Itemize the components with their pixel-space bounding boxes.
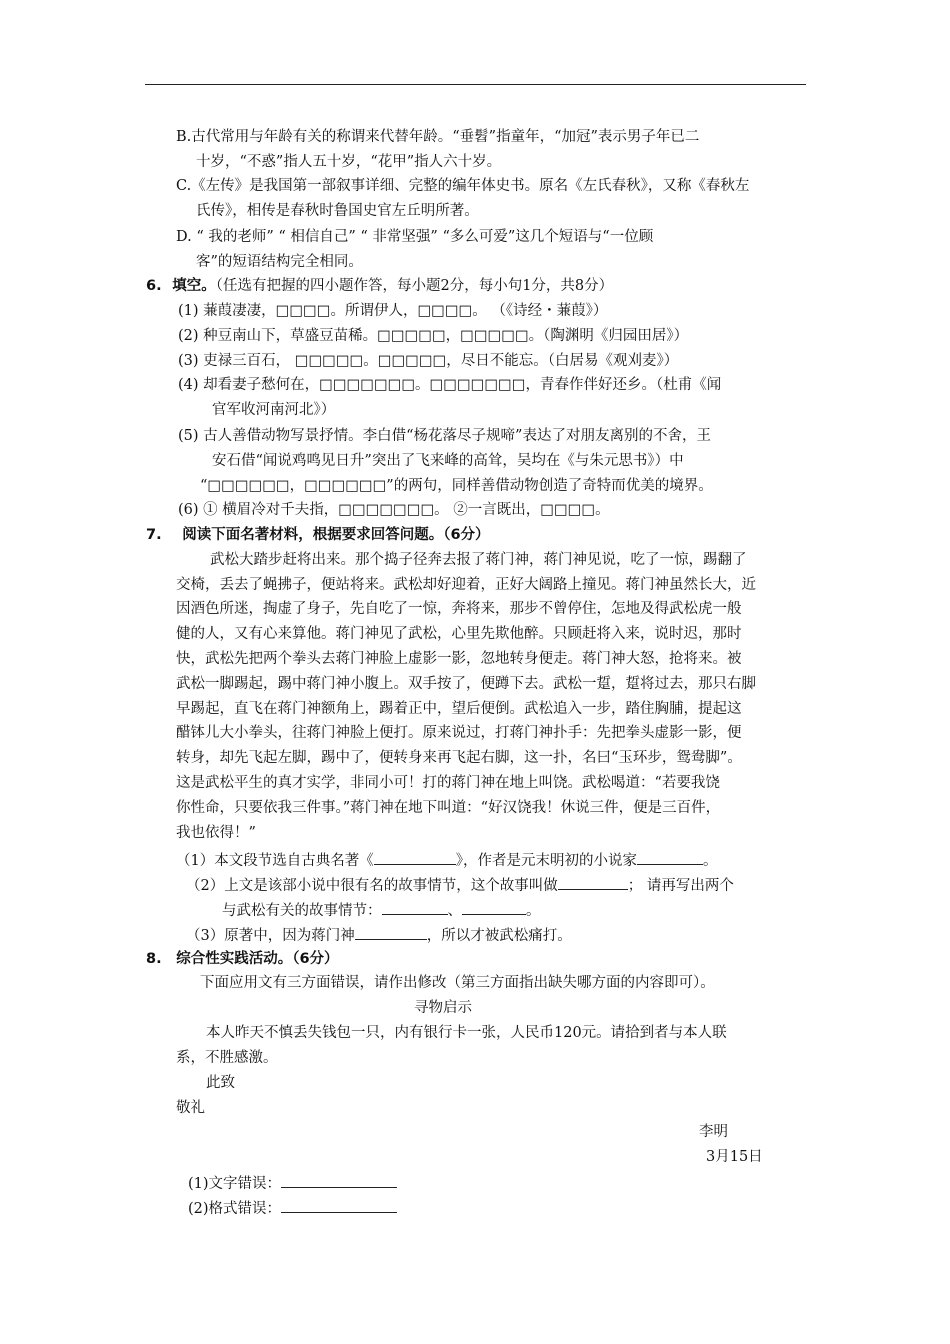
q6-item-2: (2) 种豆南山下，草盛豆苗稀。□□□□□，□□□□□。（陶渊明《归园田居》） (178, 328, 689, 344)
q7-passage-line: 武松一脚踢起，踢中蒋门神小腹上。双手按了，便蹲下去。武松一踅，踅将过去，那只右脚 (176, 676, 756, 692)
q7-passage-line: 我也依得！” (176, 825, 256, 841)
q7-passage-line: 交椅，丢去了蝇拂子，便站将来。武松却好迎着，正好大阔路上撞见。蒋门神虽然长大，近 (176, 577, 756, 593)
q8-answer-1-label: (1)文字错误： (188, 1176, 282, 1192)
q7-title: 阅读下面名著材料，根据要求回答问题。（6分） (182, 527, 490, 543)
answer-blank-author[interactable] (637, 850, 703, 865)
q6-item-4-line1: (4) 却看妻子愁何在，□□□□□□□。□□□□□□□，青春作伴好还乡。（杜甫《闻 (178, 377, 722, 393)
q6-item-5-line3: “□□□□□□，□□□□□□”的两句，同样善借动物创造了奇特而优美的境界。 (200, 478, 713, 494)
q7-passage-line: 醋钵儿大小拳头，往蒋门神脸上便打。原来说过，打蒋门神扑手：先把拳头虚影一影，便 (176, 725, 742, 741)
q7-passage-line: 这是武松平生的真才实学，非同小可！打的蒋门神在地上叫饶。武松喝道：“若要我饶 (176, 775, 720, 791)
answer-blank-story[interactable] (558, 875, 628, 890)
q7-sub-1-text-b: 》，作者是元末明初的小说家 (455, 853, 637, 869)
q7-sub-1-text-c: 。 (702, 853, 718, 869)
q7-sub-1-text-a: （1）本文段节选自古典名著《 (176, 853, 374, 869)
q7-sub-3-text-b: ，所以才被武松痛打。 (426, 928, 572, 944)
q6-number: 6. (146, 278, 162, 294)
q7-passage-line: 健的人，又有心来算他。蒋门神见了武松，心里先欺他醉。只顾赶将入来，说时迟，那时 (176, 626, 742, 642)
q7-passage-line: 武松大踏步赶将出来。那个捣子径奔去报了蒋门神，蒋门神见说，吃了一惊，踢翻了 (210, 552, 747, 568)
q8-answer-2 (188, 1198, 397, 1218)
q7-sub-2 (186, 875, 734, 895)
notice-date: 3月15日 (706, 1149, 763, 1165)
q5-option-b-line1: B.古代常用与年龄有关的称谓来代替年龄。“垂髫”指童年，“加冠”表示男子年已二 (176, 129, 700, 145)
q6-item-5-line1: (5) 古人善借动物写景抒情。李白借“杨花落尽子规啼”表达了对朋友离别的不舍，王 (178, 428, 711, 444)
q7-sub-2-line2 (222, 900, 541, 920)
q7-sub-2-text-c: 与武松有关的故事情节： (222, 903, 382, 919)
q6-item-4-line2: 官军收河南河北》） (212, 402, 336, 418)
q7-passage-line: 因酒色所迷，掏虚了身子，先自吃了一惊，奔将来，那步不曾停住，怎地及得武松虎一般 (176, 601, 742, 617)
q7-passage-line: 你性命，只要依我三件事。”蒋门神在地下叫道：“好汉饶我！休说三件，便是三百件， (176, 800, 721, 816)
notice-body-line2: 系，不胜感激。 (176, 1050, 278, 1066)
q5-option-d-line2: 客”的短语结构完全相同。 (196, 254, 363, 270)
q8-answer-1 (188, 1173, 397, 1193)
answer-blank-format-error[interactable] (281, 1198, 397, 1213)
q8-number: 8. (146, 951, 162, 967)
q6-item-3: (3) 吏禄三百石， □□□□□。□□□□□，尽日不能忘。（白居易《观刈麦》） (178, 353, 679, 369)
q7-sub-3-text-a: （3）原著中，因为蒋门神 (186, 928, 355, 944)
notice-closing-jingli: 敬礼 (176, 1100, 205, 1116)
q6-heading (146, 277, 613, 295)
q7-sub-2-text-a: （2）上文是该部小说中很有名的故事情节，这个故事叫做 (186, 878, 558, 894)
q7-passage-line: 转身，却先飞起左脚，踢中了，便转身来再飞起右脚，这一扑，名曰“玉环步，鸳鸯脚”。 (176, 750, 742, 766)
q7-passage-line: 早踢起，直飞在蒋门神额角上，踢着正中，望后便倒。武松追入一步，踏住胸脯，提起这 (176, 701, 742, 717)
q5-option-b-line2: 十岁，“不惑”指人五十岁，“花甲”指人六十岁。 (196, 154, 502, 170)
q7-sub-2-text-e: 。 (526, 903, 541, 919)
q6-item-1: (1) 蒹葭凄凄，□□□□。所谓伊人，□□□□。 （《诗经・蒹葭》） (178, 303, 608, 319)
notice-signature: 李明 (699, 1124, 728, 1140)
q8-heading (146, 950, 339, 968)
notice-heading: 寻物启示 (414, 1000, 472, 1016)
q5-option-c-line2: 氏传》，相传是春秋时鲁国史官左丘明所著。 (196, 203, 479, 219)
q7-sub-2-text-b: ； 请再写出两个 (627, 878, 734, 894)
answer-blank-text-error[interactable] (281, 1173, 397, 1188)
q6-instructions: （任选有把握的四小题作答，每小题2分，每小句1分，共8分） (215, 278, 614, 294)
header-rule (145, 84, 806, 85)
answer-blank-book[interactable] (374, 850, 456, 865)
notice-body-line1: 本人昨天不慎丢失钱包一只，内有银行卡一张，人民币120元。请拾到者与本人联 (206, 1025, 727, 1041)
q7-sub-3 (186, 925, 572, 945)
answer-blank-story-2[interactable] (382, 900, 448, 915)
q5-option-d-line1: D. “ 我的老师” “ 相信自己” “ 非常坚强” “多么可爱”这几个短语与“一位顾 (176, 229, 654, 245)
q7-heading (146, 526, 490, 544)
answer-blank-story-3[interactable] (462, 900, 526, 915)
q8-answer-2-label: (2)格式错误： (188, 1201, 282, 1217)
q6-title: 填空。 (172, 278, 216, 294)
q8-instructions: 下面应用文有三方面错误，请作出修改（第三方面指出缺失哪方面的内容即可）。 (200, 975, 715, 991)
q8-title: 综合性实践活动。（6分） (176, 951, 339, 967)
q6-item-5-line2: 安石借“闻说鸡鸣见日升”突出了飞来峰的高耸，吴均在《与朱元思书》）中 (212, 453, 684, 469)
q7-sub-1 (176, 850, 717, 870)
notice-closing-cizhi: 此致 (206, 1075, 235, 1091)
answer-blank-reason[interactable] (355, 925, 427, 940)
q6-item-6: (6) ① 横眉冷对千夫指，□□□□□□□。 ②一言既出，□□□□。 (178, 502, 610, 518)
q5-option-c-line1: C.《左传》是我国第一部叙事详细、完整的编年体史书。原名《左氏春秋》，又称《春秋左 (176, 178, 750, 194)
q7-passage-line: 快，武松先把两个拳头去蒋门神脸上虚影一影，忽地转身便走。蒋门神大怒，抢将来。被 (176, 651, 742, 667)
q7-number: 7. (146, 527, 162, 543)
q7-sub-2-text-d: 、 (447, 903, 462, 919)
